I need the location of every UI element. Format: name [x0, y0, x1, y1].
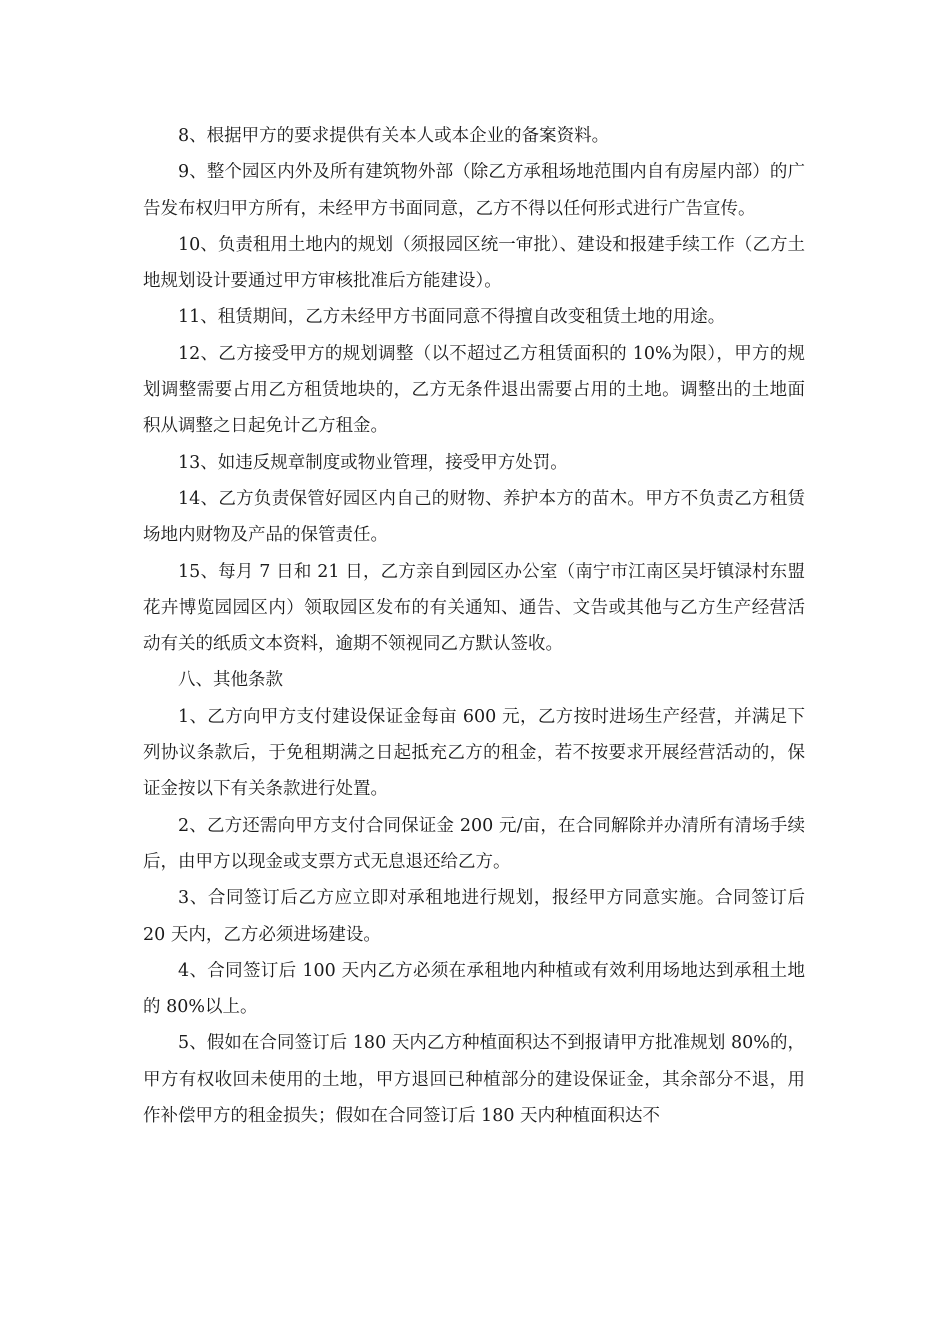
section-heading-other-terms: 八、其他条款	[178, 670, 283, 691]
paragraph-other-1: 1、乙方向甲方支付建设保证金每亩 600 元，乙方按时进场生产经营，并满足下列协议条款后，于免租期满之日起抵充乙方的租金，若不按要求开展经营活动的，保证金按以下有关条款进行处置。	[143, 706, 805, 800]
paragraph-clause-12: 12、乙方接受甲方的规划调整（以不超过乙方租赁面积的 10%为限），甲方的规划调整需要占用乙方租赁地块的，乙方无条件退出需要占用的土地。调整出的土地面积从调整之日起免计乙方租金。	[143, 343, 805, 437]
paragraph-clause-9: 9、整个园区内外及所有建筑物外部（除乙方承租场地范围内自有房屋内部）的广告发布权归甲方所有，未经甲方书面同意，乙方不得以任何形式进行广告宣传。	[143, 162, 805, 219]
paragraph-clause-8: 8、根据甲方的要求提供有关本人或本企业的备案资料。	[178, 126, 610, 146]
paragraph-clause-14: 14、乙方负责保管好园区内自己的财物、养护本方的苗木。甲方不负责乙方租赁场地内财物及产品的保管责任。	[143, 488, 805, 546]
paragraph-clause-10: 10、负责租用土地内的规划（须报园区统一审批）、建设和报建手续工作（乙方土地规划设计要通过甲方审核批准后方能建设）。	[143, 234, 805, 292]
paragraph-other-4: 4、合同签订后 100 天内乙方必须在承租地内种植或有效利用场地达到承租土地的 80%以上。	[143, 960, 805, 1018]
paragraph-clause-11: 11、租赁期间，乙方未经甲方书面同意不得擅自改变租赁土地的用途。	[178, 307, 726, 328]
paragraph-other-5: 5、假如在合同签订后 180 天内乙方种植面积达不到报请甲方批准规划 80%的，甲方有权收回未使用的土地，甲方退回已种植部分的建设保证金，其余部分不退，用作补偿甲方的租金损失；假如在合同签订后 180 天内种植面积达不	[143, 1033, 805, 1127]
paragraph-other-2: 2、乙方还需向甲方支付合同保证金 200 元/亩，在合同解除并办清所有清场手续后，由甲方以现金或支票方式无息退还给乙方。	[143, 815, 805, 872]
document-body	[143, 118, 805, 1134]
paragraph-clause-13: 13、如违反规章制度或物业管理，接受甲方处罚。	[178, 452, 568, 473]
paragraph-other-3: 3、合同签订后乙方应立即对承租地进行规划，报经甲方同意实施。合同签订后 20 天内，乙方必须进场建设。	[143, 888, 805, 945]
paragraph-clause-15: 15、每月 7 日和 21 日，乙方亲自到园区办公室（南宁市江南区吴圩镇渌村东盟花卉博览园园区内）领取园区发布的有关通知、通告、文告或其他与乙方生产经营活动有关的纸质文本资料，逾期不领视同乙方默认签收。	[143, 561, 805, 655]
